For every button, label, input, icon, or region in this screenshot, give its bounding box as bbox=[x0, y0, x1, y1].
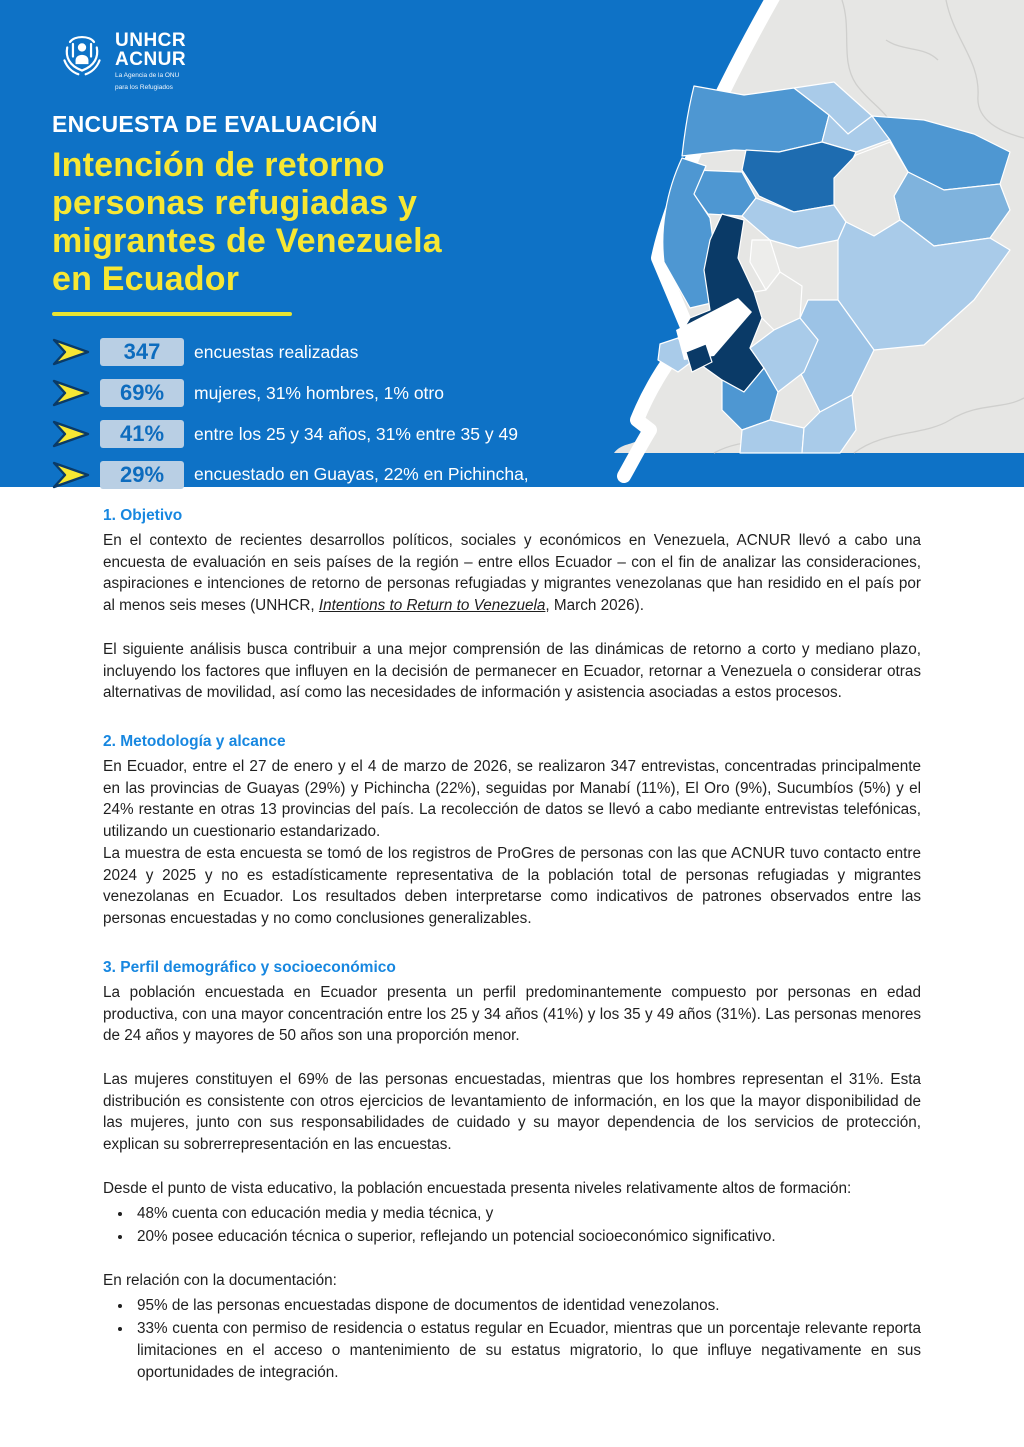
document-body bbox=[0, 487, 1024, 1384]
stat-row-age bbox=[52, 420, 600, 448]
stat-label: mujeres, 31% hombres, 1% otro bbox=[194, 382, 444, 403]
metodologia-paragraph-2: La muestra de esta encuesta se tomó de los registros de ProGres de personas con las que ACNUR tuvo contacto entre 2024 y 2025 y no es estadísticamente representativa de la población total de personas refugiadas y migrantes venezolanas en Ecuador. Los resultados deben interpretarse como indicativos de patrones observados entre las personas encuestadas y no como conclusiones generalizables. bbox=[103, 844, 921, 928]
logo-name-unhcr: UNHCR bbox=[115, 30, 187, 51]
unhcr-emblem-icon bbox=[58, 28, 106, 78]
stat-label: entre los 25 y 34 años, 31% entre 35 y 49 bbox=[194, 423, 518, 444]
section-heading-metodologia: 2. Metodología y alcance bbox=[103, 733, 286, 751]
key-stats bbox=[52, 338, 600, 513]
section-heading-objetivo: 1. Objetivo bbox=[103, 507, 183, 524]
title-line-3: migrantes de Venezuela bbox=[52, 221, 442, 260]
objetivo-paragraph-2: El siguiente análisis busca contribuir a una mejor comprensión de las dinámicas de retorno a corto y mediano plazo, incluyendo los factores que influyen en la decisión de permanecer en Ecuador, retornar a Venezuela o considerar otras alternativas de movilidad, así como las necesidades de información y asistencia asociadas a estos procesos. bbox=[103, 640, 921, 702]
education-bullet-1: • 48% cuenta con educación media y media técnica, y bbox=[133, 1203, 921, 1225]
hero-content bbox=[0, 0, 600, 510]
documentation-bullet-1: • 95% de las personas encuestadas dispone de documentos de identidad venezolanos. bbox=[133, 1295, 921, 1317]
arrow-icon bbox=[52, 461, 92, 489]
document-kicker: ENCUESTA DE EVALUACIÓN bbox=[52, 110, 378, 137]
stat-value-badge: 347 bbox=[100, 338, 184, 366]
logo-wordmark bbox=[115, 28, 186, 93]
stat-value-badge: 41% bbox=[100, 420, 184, 448]
arrow-icon bbox=[52, 379, 92, 407]
education-bullet-2: • 20% posee educación técnica o superior, reflejando un potencial socioeconómico significativo. bbox=[133, 1226, 921, 1248]
perfil-paragraph-2: Las mujeres constituyen el 69% de las personas encuestadas, mientras que los hombres representan el 31%. Esta distribución es consistente con otros ejercicios de levantamiento de información, en los que la mayor disponibilidad de las mujeres, junto con sus responsabilidades de cuidado y su mayor dependencia de los servicios de protección, explican su sobrerrepresentación en las encuestas. bbox=[103, 1070, 921, 1154]
document-title bbox=[52, 146, 600, 298]
stat-label-line2: 11% en Manabí, 9% en El Oro, 5% en Sucumbíos bbox=[194, 489, 581, 510]
hero-header bbox=[0, 0, 1024, 510]
section-heading-perfil: 3. Perfil demográfico y socioeconómico bbox=[103, 958, 396, 976]
documentation-bullet-list bbox=[103, 1295, 921, 1384]
metodologia-paragraph-1: En Ecuador, entre el 27 de enero y el 4 de marzo de 2026, se realizaron 347 entrevistas, concentradas principalmente en las provincias de Guayas (29%) y Pichincha (22%), seguidas por Manabí (11%), El Oro (9%), Sucumbíos (5%) y el 24% restante en otras 13 provincias del país. La recolección de datos se llevó a cabo mediante entrevistas telefónicas, utilizando un cuestionario estandarizado. bbox=[103, 758, 921, 841]
logo-name-acnur: ACNUR bbox=[115, 49, 187, 70]
perfil-paragraph-1: La población encuestada en Ecuador presenta un perfil predominantemente compuesto por personas en edad productiva, con una mayor concentración entre los 25 y 34 años (41%) y los 35 y 49 años (31%). Las personas menores de 24 años y mayores de 50 años son una proporción menor. bbox=[103, 983, 921, 1045]
perfil-documentation-intro: En relación con la documentación: bbox=[103, 1271, 337, 1289]
title-line-2: personas refugiadas y bbox=[52, 183, 418, 222]
arrow-icon bbox=[52, 420, 92, 448]
education-bullet-list bbox=[103, 1203, 921, 1248]
stat-row-provinces bbox=[52, 461, 600, 513]
arrow-icon bbox=[52, 338, 92, 366]
stat-value-badge: 29% bbox=[100, 461, 184, 489]
title-line-1: Intención de retorno bbox=[52, 145, 385, 184]
documentation-bullet-2: • 33% cuenta con permiso de residencia o estatus regular en Ecuador, mientras que un porcentaje relevante reporta limitaciones en el acceso o mantenimiento de su estatus migratorio, lo que influye negativamente en sus oportunidades de integración. bbox=[133, 1318, 921, 1383]
ecuador-choropleth-svg bbox=[594, 0, 1024, 487]
stat-row-gender bbox=[52, 379, 600, 407]
stat-value-badge: 69% bbox=[100, 379, 184, 407]
section-perfil bbox=[103, 957, 921, 1384]
title-underline bbox=[52, 312, 292, 316]
stat-label bbox=[192, 461, 581, 513]
stat-row-surveys bbox=[52, 338, 600, 366]
stat-label: encuestas realizadas bbox=[194, 341, 359, 362]
logo-tagline-line2: para los Refugiados bbox=[115, 83, 173, 91]
objetivo-p1-pre: En el contexto de recientes desarrollos políticos, sociales y económicos en Venezuela, ACNUR llevó a cabo una encuesta de evaluación en seis países de la región – entre ellos Ecuador – con el fin de analizar las consideraciones, aspiraciones e intenciones de retorno de personas refugiadas y migrantes venezolanas que han residido en el país por al menos seis meses (UNHCR, bbox=[103, 532, 921, 615]
title-line-4: en Ecuador bbox=[52, 259, 240, 298]
section-objetivo bbox=[103, 505, 921, 704]
ecuador-map bbox=[594, 0, 1024, 487]
perfil-education-intro: Desde el punto de vista educativo, la población encuestada presenta niveles relativamente altos de formación: bbox=[103, 1179, 852, 1197]
unhcr-logo bbox=[58, 28, 600, 93]
objetivo-paragraph-1 bbox=[103, 530, 921, 617]
intentions-report-link[interactable]: Intentions to Return to Venezuela bbox=[318, 597, 546, 615]
section-metodologia bbox=[103, 731, 921, 930]
logo-tagline-line1: La Agencia de la ONU bbox=[115, 72, 180, 79]
stat-label-line1: encuestado en Guayas, 22% en Pichincha, bbox=[194, 463, 529, 484]
objetivo-p1-post: , March 2026). bbox=[545, 597, 645, 615]
